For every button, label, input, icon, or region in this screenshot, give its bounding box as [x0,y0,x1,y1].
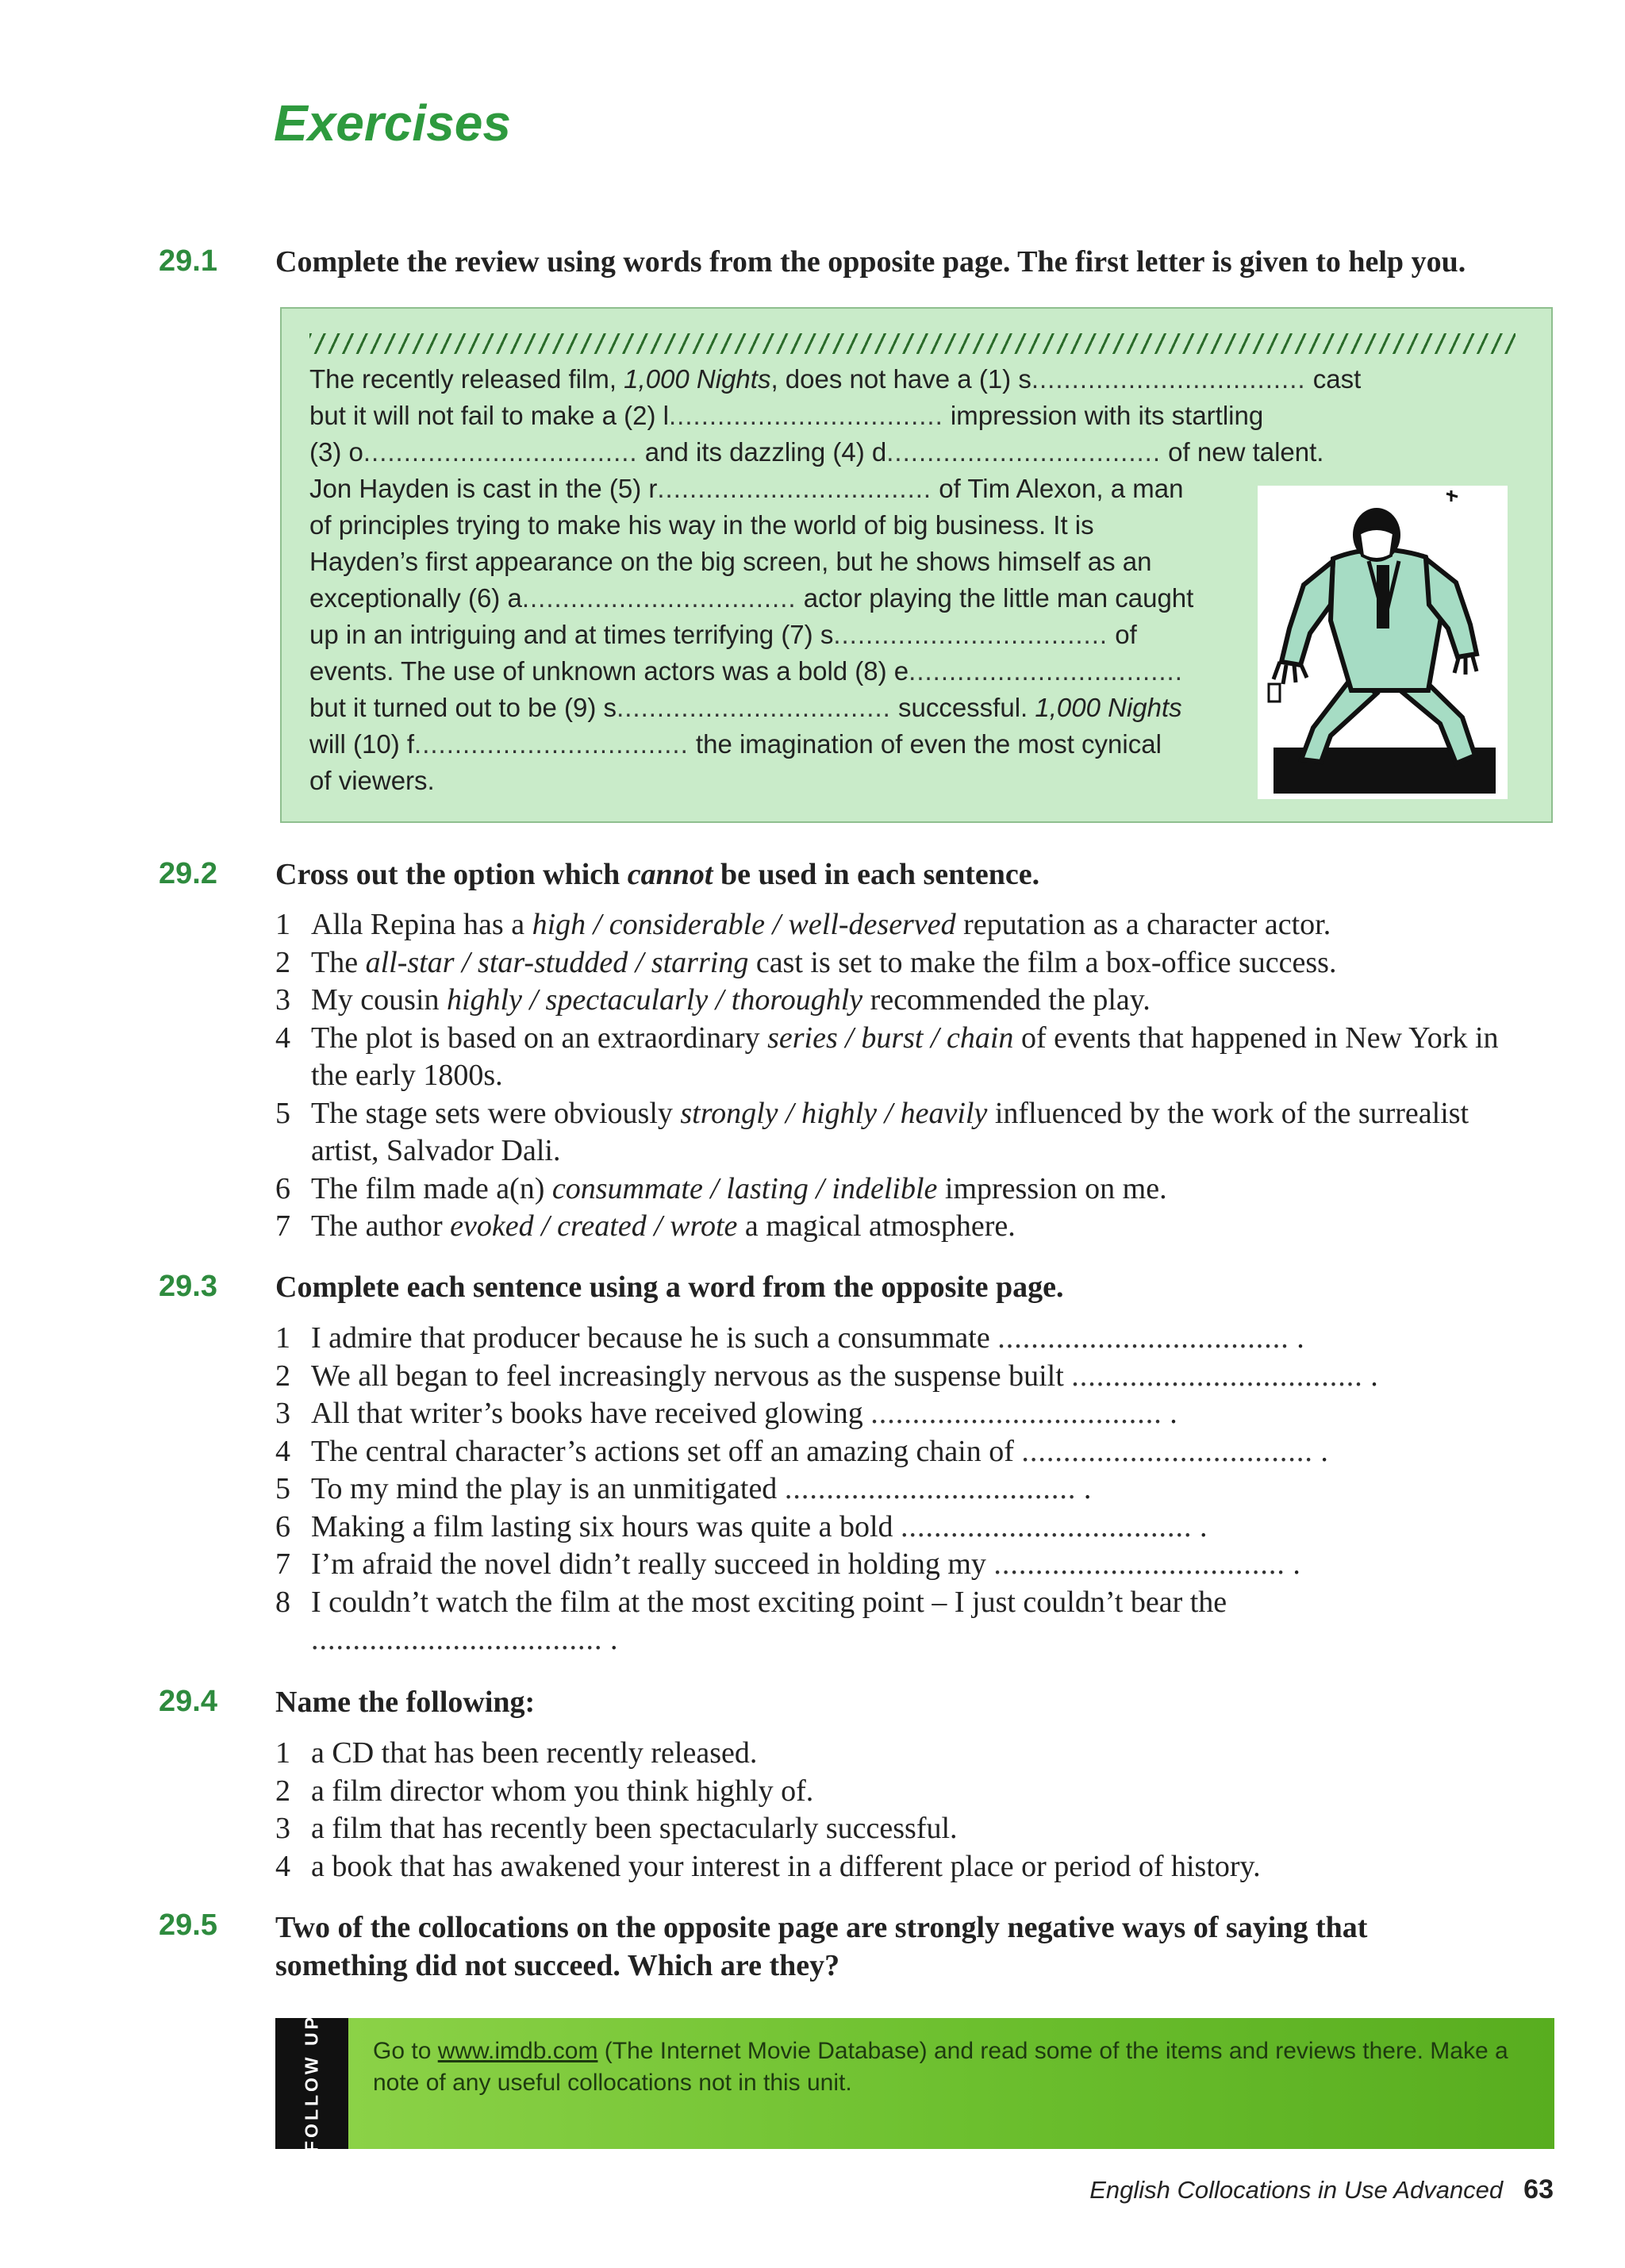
businessman-illustration [1258,486,1508,799]
instruction-text: Cross out the option which [275,858,628,891]
item-number: 5 [275,1472,290,1505]
blank-4[interactable]: .................................. [886,437,1161,467]
answer-blank[interactable]: ................................... [870,1397,1162,1430]
item-end: . [1312,1434,1328,1468]
answer-blank[interactable]: ................................... [901,1509,1193,1543]
list-item [275,1546,1426,1584]
item-number: 2 [275,1359,290,1393]
review-line: Hayden’s first appearance on the big screen, but he shows himself as an [309,547,1152,576]
review-text-segment: cast [1305,364,1362,394]
item-number: 4 [275,1849,290,1883]
instruction-emphasis: cannot [627,858,713,891]
book-title: English Collocations in Use Advanced [1089,2176,1504,2204]
item-options[interactable]: evoked / created / wrote [450,1209,738,1243]
item-text: The stage sets were obviously [311,1096,681,1130]
blank-7[interactable]: .................................. [833,620,1108,649]
item-text: cast is set to make the film a box-office success. [748,945,1337,979]
review-text-segment: (3) o [309,437,363,467]
exercise-number-29-1: 29.1 [159,244,217,278]
item-number: 1 [275,1736,290,1770]
list-item [275,1433,1426,1471]
film-title: 1,000 Nights [624,364,771,394]
blank-1[interactable]: .................................. [1031,364,1306,394]
item-number: 3 [275,1397,290,1430]
review-line [309,726,1262,763]
review-text-segment: but it turned out to be (9) s [309,693,617,722]
follow-up-text-segment: (The Internet Movie Database) and read some of the items and reviews there. Make a note of any useful collocations not in this unit. [373,2038,1508,2096]
review-text-segment: events. The use of unknown actors was a bold (8) e [309,656,909,686]
list-item [275,1810,1505,1848]
item-options[interactable]: series / burst / chain [767,1021,1014,1055]
item-text: a book that has awakened your interest in a different place or period of history. [311,1849,1261,1883]
review-line [309,361,1362,398]
follow-up-text [373,2035,1516,2099]
list-item [275,1020,1505,1095]
item-text: impression on me. [937,1171,1167,1205]
instruction-text: be used in each sentence. [713,858,1040,891]
item-text: The film made a(n) [311,1171,552,1205]
review-line [309,690,1262,726]
exercise-29-4-list [275,1735,1505,1886]
item-options[interactable]: highly / spectacularly / thoroughly [447,983,863,1017]
review-text-segment: exceptionally (6) a [309,583,522,613]
item-end: . [1192,1509,1208,1543]
item-text: My cousin [311,983,447,1017]
review-text-segment: of new talent. [1161,437,1324,467]
review-line [309,580,1262,617]
film-title: 1,000 Nights [1035,693,1182,722]
item-text: recommended the play. [862,983,1151,1017]
exercise-instruction-29-3: Complete each sentence using a word from the opposite page. [275,1270,1064,1304]
review-text [309,361,1362,799]
review-text-segment: of [1108,620,1137,649]
list-item [275,982,1505,1020]
review-line [309,653,1262,690]
list-item [275,1773,1505,1811]
blank-2[interactable]: .................................. [669,401,943,430]
item-text: We all began to feel increasingly nervous as the suspense built [311,1359,1072,1393]
item-number: 7 [275,1209,290,1243]
list-item [275,1395,1426,1433]
item-end: . [1162,1397,1177,1430]
item-text: To my mind the play is an unmitigated [311,1472,785,1505]
item-options[interactable]: consummate / lasting / indelible [551,1171,938,1205]
answer-blank[interactable]: ................................... [784,1472,1077,1505]
item-text: a film that has recently been spectacularly successful. [311,1812,958,1845]
item-options[interactable]: high / considerable / well-deserved [532,908,956,941]
item-options[interactable]: all-star / star-studded / starring [365,945,749,979]
item-number: 5 [275,1096,290,1130]
answer-blank[interactable]: ................................... [1021,1434,1313,1468]
list-item [275,1208,1505,1246]
list-item [275,1848,1505,1886]
blank-3[interactable]: .................................. [363,437,638,467]
list-item [275,1470,1426,1509]
page-footer [1089,2174,1554,2205]
item-text: The author [311,1209,451,1243]
item-text: Alla Repina has a [311,908,532,941]
exercise-instruction-29-5: Two of the collocations on the opposite page are strongly negative ways of saying that something did not succeed. Which are they? [275,1911,1368,1982]
exercise-instruction-29-2 [275,857,1039,892]
item-text: a CD that has been recently released. [311,1736,758,1770]
item-text: The central character’s actions set off an amazing chain of [311,1434,1022,1468]
list-item [275,1509,1426,1547]
item-number: 3 [275,1812,290,1845]
blank-5[interactable]: .................................. [657,474,932,503]
review-line: of principles trying to make his way in the world of big business. It is [309,510,1094,540]
exercise-number-29-3: 29.3 [159,1270,217,1303]
item-number: 2 [275,1774,290,1808]
exercise-number-29-2: 29.2 [159,857,217,890]
item-text: influenced by the work of the surrealist artist, Salvador Dali. [311,1096,1469,1167]
blank-8[interactable]: .................................. [909,656,1183,686]
exercise-instruction-29-1: Complete the review using words from the opposite page. The first letter is given to help you. [275,245,1466,279]
item-text: The [311,945,366,979]
list-item [275,944,1505,982]
item-number: 1 [275,908,290,941]
answer-blank[interactable]: ................................... [311,1623,603,1656]
item-text: I’m afraid the novel didn’t really succeed in holding my [311,1547,994,1581]
blank-10[interactable]: .................................. [414,729,689,759]
follow-up-text-segment: Go to [373,2038,438,2064]
review-text-segment: of Tim Alexon, a man [932,474,1184,503]
review-line [309,617,1262,653]
exercise-number-29-4: 29.4 [159,1685,217,1718]
item-text: a film director whom you think highly of. [311,1774,814,1808]
list-item [275,1095,1505,1171]
list-item [275,1171,1505,1209]
review-text-segment: and its dazzling (4) d [637,437,887,467]
item-number: 6 [275,1509,290,1543]
item-number: 4 [275,1434,290,1468]
item-options[interactable]: strongly / highly / heavily [680,1096,988,1130]
list-item [275,1584,1426,1659]
item-text: of events that happened in New York in the early 1800s. [311,1021,1499,1092]
item-text: Making a film lasting six hours was quite a bold [311,1509,901,1543]
answer-blank[interactable]: ................................... [993,1547,1285,1581]
item-text: The plot is based on an extraordinary [311,1021,768,1055]
item-end: . [1362,1359,1378,1393]
item-end: . [1076,1472,1092,1505]
review-line: of viewers. [309,766,435,795]
item-number: 3 [275,983,290,1017]
exercise-number-29-5: 29.5 [159,1909,217,1942]
answer-blank[interactable]: ................................... [997,1321,1289,1355]
item-end: . [1285,1547,1300,1581]
review-text-segment: , does not have a (1) s [770,364,1031,394]
item-number: 2 [275,945,290,979]
exercise-29-2-list [275,906,1505,1246]
review-text-segment: will (10) f [309,729,415,759]
review-text-segment: successful. [890,693,1035,722]
imdb-link[interactable]: www.imdb.com [437,2038,598,2064]
review-text-segment: up in an intriguing and at times terrifying (7) s [309,620,834,649]
businessman-illustration-svg [1258,486,1508,799]
review-text-segment: actor playing the little man caught [796,583,1194,613]
exercise-instruction-29-4: Name the following: [275,1686,536,1719]
item-number: 7 [275,1547,290,1581]
item-text: I admire that producer because he is such a consummate [311,1321,998,1355]
review-line [309,471,1262,507]
blank-9[interactable]: .................................. [617,693,891,722]
page-number: 63 [1523,2174,1554,2205]
blank-6[interactable]: .................................. [521,583,797,613]
item-number: 8 [275,1585,290,1619]
list-item [275,1320,1426,1358]
review-text-segment: The recently released film, [309,364,624,394]
list-item [275,1358,1426,1396]
item-text: a magical atmosphere. [737,1209,1016,1243]
item-text: All that writer’s books have received glowing [311,1397,871,1430]
hatch-divider [309,333,1516,354]
answer-blank[interactable]: ................................... [1071,1359,1363,1393]
review-line [309,398,1262,434]
item-number: 6 [275,1171,290,1205]
review-line [309,434,1324,471]
item-number: 1 [275,1321,290,1355]
item-text: I couldn’t watch the film at the most exciting point – I just couldn’t bear the [311,1585,1227,1619]
page-heading: Exercises [274,94,511,152]
item-end: . [1289,1321,1304,1355]
exercise-29-3-list [275,1320,1426,1659]
review-text-segment: the imagination of even the most cynical [688,729,1162,759]
list-item [275,906,1505,944]
follow-up-label: FOLLOW UP [301,2014,322,2152]
item-number: 4 [275,1021,290,1055]
review-text-segment: impression with its startling [943,401,1264,430]
review-text-segment: but it will not fail to make a (2) l [309,401,670,430]
item-end: . [602,1623,618,1656]
list-item [275,1735,1505,1773]
review-text-segment: Jon Hayden is cast in the (5) r [309,474,658,503]
item-text: reputation as a character actor. [955,908,1331,941]
